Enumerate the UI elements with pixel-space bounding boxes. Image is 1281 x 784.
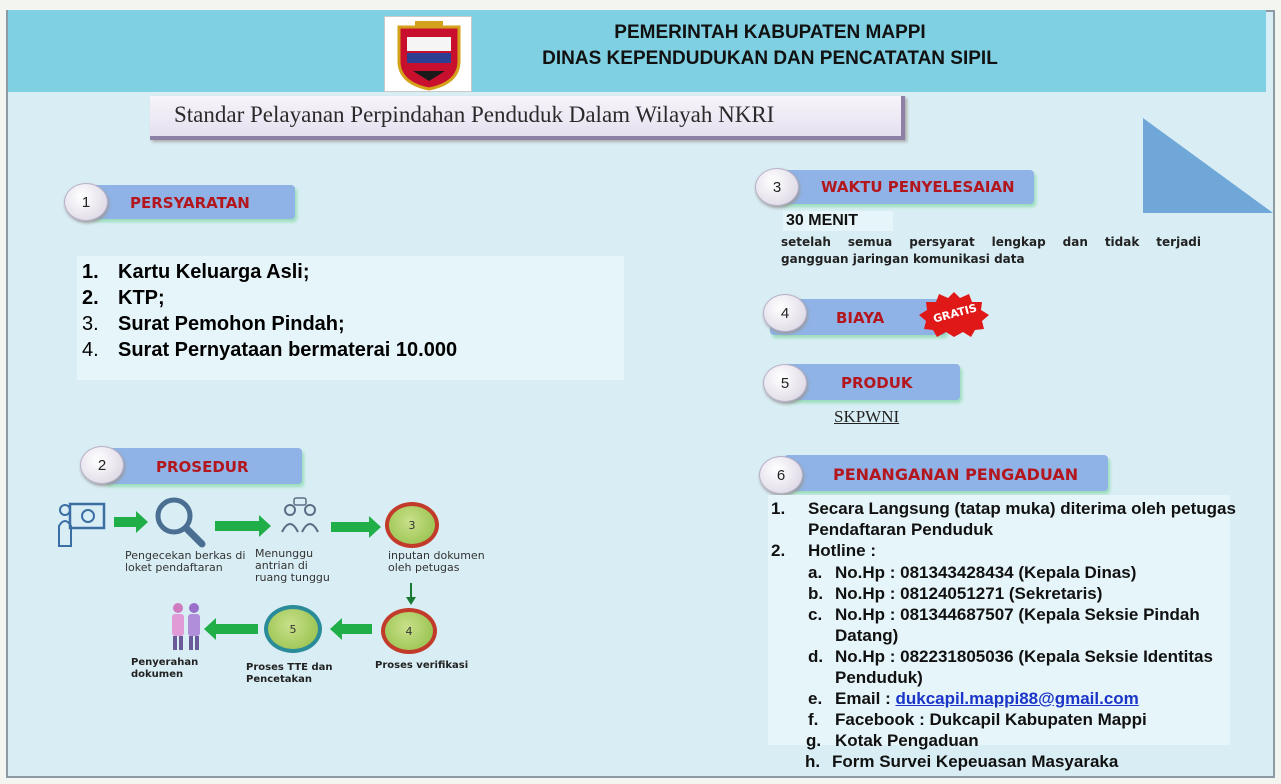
requirement-item: 2. KTP; <box>82 287 165 309</box>
section-5-number: 5 <box>763 364 807 402</box>
hotline-c-num: c. <box>808 605 823 624</box>
flow-arrow <box>114 517 138 527</box>
complaint-1-text: Secara Langsung (tatap muka) diterima oleh petugas <box>808 499 1236 518</box>
document-handover-icon <box>166 598 206 652</box>
requirement-item: 3. Surat Pemohon Pindah; <box>82 313 345 335</box>
procedure-step-2-text: Menunggu antrian di ruang tunggu <box>255 547 330 584</box>
product-value: SKPWNI <box>834 407 900 426</box>
hotline-g-num: g. <box>806 731 822 750</box>
email-row <box>835 688 1139 709</box>
flow-arrow <box>331 522 371 532</box>
time-note-2: gangguan jaringan komunikasi data <box>781 252 1025 266</box>
gratis-badge <box>917 290 991 338</box>
hotline-d-2: Penduduk) <box>835 668 923 687</box>
flow-arrow <box>340 624 372 634</box>
requirement-item: 4. Surat Pernyataan bermaterai 10.000 <box>82 339 458 361</box>
section-4-label: BIAYA <box>836 309 885 327</box>
complaint-box-row: Kotak Pengaduan <box>835 731 979 750</box>
facebook-row: Facebook : Dukcapil Kabupaten Mappi <box>835 710 1147 729</box>
section-2-number: 2 <box>80 446 124 484</box>
procedure-step-6-text: Penyerahan dokumen <box>131 657 199 680</box>
section-1-number: 1 <box>64 183 108 221</box>
time-note-1: setelah semua persyarat lengkap dan tidak terjadi <box>781 235 1201 249</box>
hotline-e-num: e. <box>808 689 823 708</box>
section-6-label: PENANGANAN PENGADUAN <box>833 465 1079 484</box>
complaint-1-text-2: Pendaftaran Penduduk <box>808 520 994 539</box>
procedure-step-4-circle: 4 <box>381 608 437 654</box>
hotline-c-2: Datang) <box>835 626 899 645</box>
hotline-b-num: b. <box>808 584 824 603</box>
header-line-1: PEMERINTAH KABUPATEN MAPPI <box>614 22 926 43</box>
section-6-number: 6 <box>759 456 803 494</box>
complaint-2-text: Hotline : <box>808 541 876 560</box>
procedure-step-5-circle: 5 <box>264 605 322 653</box>
email-label: Email : <box>835 689 896 708</box>
corner-decoration <box>1143 118 1273 213</box>
email-link[interactable]: dukcapil.mappi88@gmail.com <box>895 689 1139 708</box>
flow-arrow <box>215 521 261 531</box>
header-title <box>470 20 1070 72</box>
procedure-step-3-text: inputan dokumen oleh petugas <box>388 549 485 574</box>
survey-row: Form Survei Kepeuasan Masyaraka <box>832 752 1119 771</box>
procedure-step-4-text: Proses verifikasi <box>375 660 469 671</box>
gratis-badge-text: GRATIS <box>931 301 979 326</box>
section-3-label: WAKTU PENYELESAIAN <box>821 178 1015 196</box>
magnifier-icon <box>152 496 206 548</box>
down-arrow <box>406 583 416 605</box>
requirement-item: 1. Kartu Keluarga Asli; <box>82 261 310 283</box>
standard-title: Standar Pelayanan Perpindahan Penduduk Dalam Wilayah NKRI <box>174 102 775 127</box>
header-line-2: DINAS KEPENDUDUKAN DAN PENCATATAN SIPIL <box>542 48 998 69</box>
section-1-label: PERSYARATAN <box>130 194 250 212</box>
time-value: 30 MENIT <box>786 212 859 229</box>
hotline-f-num: f. <box>808 710 819 729</box>
complaint-2-num: 2. <box>771 541 786 560</box>
hotline-a: No.Hp : 081343428434 (Kepala Dinas) <box>835 563 1137 582</box>
section-5-label: PRODUK <box>841 374 913 392</box>
section-2-label: PROSEDUR <box>156 458 249 476</box>
procedure-step-3-circle: 3 <box>385 502 439 548</box>
hotline-h-num: h. <box>805 752 821 771</box>
flow-arrow <box>214 624 258 634</box>
section-3-number: 3 <box>755 168 799 206</box>
waiting-people-icon <box>278 496 324 538</box>
hotline-a-num: a. <box>808 563 823 582</box>
hotline-d-num: d. <box>808 647 824 666</box>
procedure-step-5-text: Proses TTE dan Pencetakan <box>246 662 333 685</box>
mappi-logo <box>384 16 472 92</box>
procedure-step-1-text: Pengecekan berkas di loket pendaftaran <box>125 549 246 574</box>
hotline-b: No.Hp : 08124051271 (Sekretaris) <box>835 584 1103 603</box>
hotline-d: No.Hp : 082231805036 (Kepala Seksie Identitas <box>835 647 1213 666</box>
section-4-number: 4 <box>763 294 807 332</box>
hotline-c: No.Hp : 081344687507 (Kepala Seksie Pindah <box>835 605 1200 624</box>
presentation-icon <box>56 500 106 550</box>
complaint-1-num: 1. <box>771 499 786 518</box>
